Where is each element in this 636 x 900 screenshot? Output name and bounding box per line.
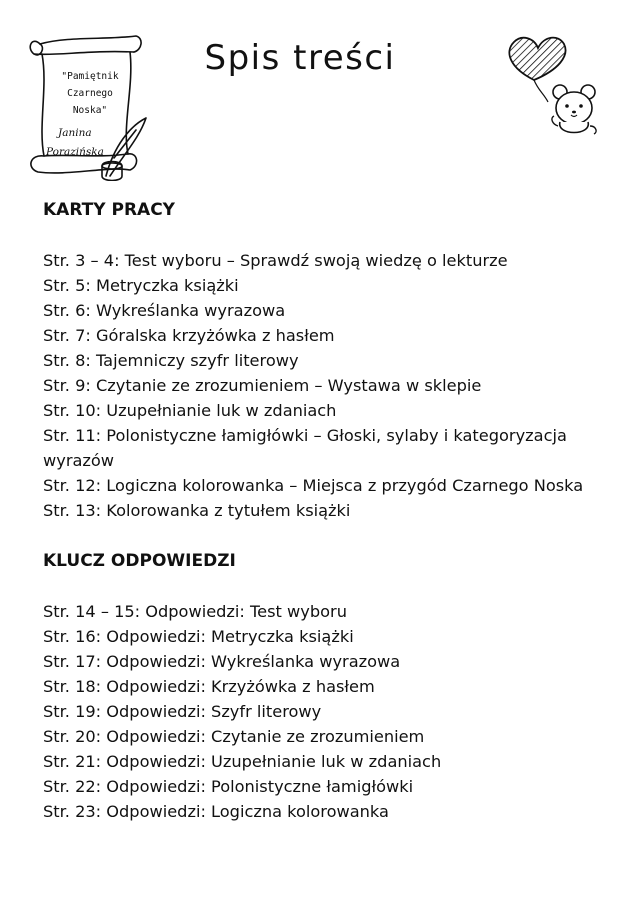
heart-balloon-icon bbox=[500, 32, 610, 142]
teddy-balloon-illustration bbox=[500, 32, 610, 142]
answer-key-list bbox=[43, 599, 613, 824]
list-item: Str. 6: Wykreślanka wyrazowa bbox=[43, 301, 286, 320]
author-first-name: Janina bbox=[58, 127, 92, 139]
list-item: Str. 16: Odpowiedzi: Metryczka książki bbox=[43, 627, 354, 646]
worksheet-list bbox=[43, 248, 613, 523]
list-item: Str. 22: Odpowiedzi: Polonistyczne łamigłówki bbox=[43, 777, 414, 796]
list-item: Str. 17: Odpowiedzi: Wykreślanka wyrazowa bbox=[43, 652, 401, 671]
list-item: Str. 11: Polonistyczne łamigłówki – Głoski, sylaby i kategoryzacja wyrazów bbox=[43, 426, 567, 470]
list-item: Str. 13: Kolorowanka z tytułem książki bbox=[43, 501, 351, 520]
list-item: Str. 19: Odpowiedzi: Szyfr literowy bbox=[43, 702, 322, 721]
section-worksheets bbox=[43, 198, 613, 523]
list-item: Str. 10: Uzupełnianie luk w zdaniach bbox=[43, 401, 337, 420]
book-title-line: Noska" bbox=[72, 105, 108, 116]
book-title-line: "Pamiętnik bbox=[61, 71, 119, 82]
list-item: Str. 21: Odpowiedzi: Uzupełnianie luk w zdaniach bbox=[43, 752, 442, 771]
list-item: Str. 12: Logiczna kolorowanka – Miejsca z przygód Czarnego Noska bbox=[43, 476, 584, 495]
list-item: Str. 5: Metryczka książki bbox=[43, 276, 239, 295]
author-last-name: Porazińska bbox=[46, 146, 104, 158]
list-item: Str. 3 – 4: Test wyboru – Sprawdź swoją wiedzę o lekturze bbox=[43, 251, 508, 270]
scroll-illustration bbox=[18, 26, 148, 181]
list-item: Str. 23: Odpowiedzi: Logiczna kolorowanka bbox=[43, 802, 389, 821]
list-item: Str. 18: Odpowiedzi: Krzyżówka z hasłem bbox=[43, 677, 375, 696]
section-heading: KLUCZ ODPOWIEDZI bbox=[43, 551, 236, 571]
page-title: Spis treści bbox=[204, 38, 396, 78]
book-title-line: Czarnego bbox=[67, 88, 113, 99]
section-answer-key bbox=[43, 549, 613, 824]
list-item: Str. 7: Góralska krzyżówka z hasłem bbox=[43, 326, 335, 345]
book-author bbox=[46, 124, 136, 162]
list-item: Str. 14 – 15: Odpowiedzi: Test wyboru bbox=[43, 602, 347, 621]
table-of-contents bbox=[43, 198, 613, 824]
section-heading: KARTY PRACY bbox=[43, 200, 175, 220]
list-item: Str. 20: Odpowiedzi: Czytanie ze zrozumieniem bbox=[43, 727, 425, 746]
list-item: Str. 8: Tajemniczy szyfr literowy bbox=[43, 351, 299, 370]
list-item: Str. 9: Czytanie ze zrozumieniem – Wystawa w sklepie bbox=[43, 376, 482, 395]
book-title bbox=[48, 68, 132, 119]
